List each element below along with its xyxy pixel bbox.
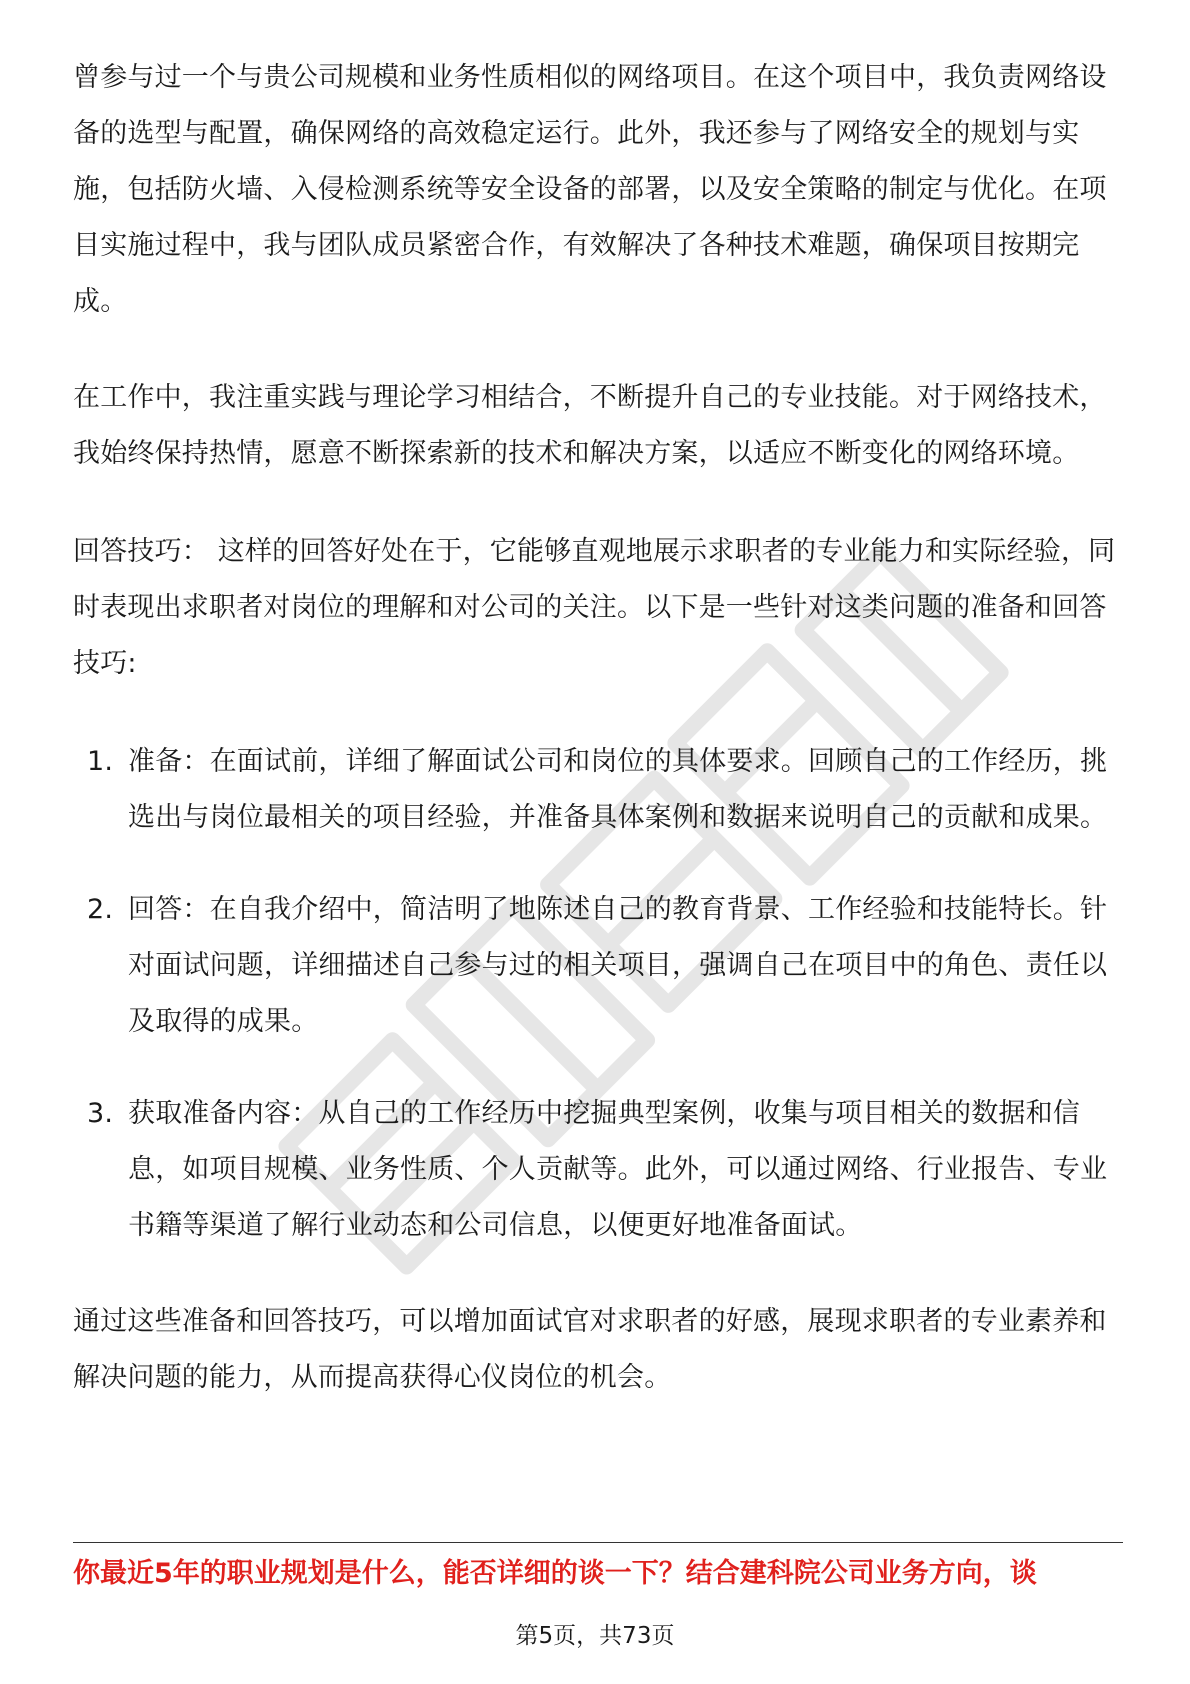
paragraph-answer-tips-intro: 回答技巧： 这样的回答好处在于，它能够直观地展示求职者的专业能力和实际经验，同时表现出求职者对岗位的理解和对公司的关注。以下是一些针对这类问题的准备和回答技巧: — [73, 536, 1116, 679]
list-item — [73, 1086, 1123, 1254]
section-divider — [73, 1542, 1123, 1543]
list-item — [73, 734, 1123, 846]
list-item-number: 2. — [87, 894, 114, 925]
paragraph-conclusion: 通过这些准备和回答技巧，可以增加面试官对求职者的好感，展现求职者的专业素养和解决问题的能力，从而提高获得心仪岗位的机会。 — [73, 1306, 1107, 1393]
list-item-text: 准备：在面试前，详细了解面试公司和岗位的具体要求。回顾自己的工作经历，挑选出与岗位最相关的项目经验，并准备具体案例和数据来说明自己的贡献和成果。 — [128, 746, 1108, 833]
list-item-text: 回答：在自我介绍中，简洁明了地陈述自己的教育背景、工作经验和技能特长。针对面试问题，详细描述自己参与过的相关项目，强调自己在项目中的角色、责任以及取得的成果。 — [128, 894, 1108, 1037]
list-item-text: 获取准备内容：从自己的工作经历中挖掘典型案例，收集与项目相关的数据和信息，如项目规模、业务性质、个人贡献等。此外，可以通过网络、行业报告、专业书籍等渠道了解行业动态和公司信息，以便更好地准备面试。 — [128, 1098, 1108, 1241]
page-number: 第5页，共73页 — [515, 1623, 675, 1649]
list-item-number: 1. — [87, 746, 114, 777]
next-question-heading: 你最近5年的职业规划是什么，能否详细的谈一下？结合建科院公司业务方向，谈 — [73, 1558, 1037, 1589]
paragraph-project-experience: 曾参与过一个与贵公司规模和业务性质相似的网络项目。在这个项目中，我负责网络设备的选型与配置，确保网络的高效稳定运行。此外，我还参与了网络安全的规划与实施，包括防火墙、入侵检测系统等安全设备的部署，以及安全策略的制定与优化。在项目实施过程中，我与团队成员紧密合作，有效解决了各种技术难题，确保项目按期完成。 — [73, 62, 1107, 317]
tips-list — [73, 734, 1123, 1254]
main-content — [73, 50, 1123, 1448]
paragraph-work-attitude: 在工作中，我注重实践与理论学习相结合，不断提升自己的专业技能。对于网络技术，我始终保持热情，愿意不断探索新的技术和解决方案，以适应不断变化的网络环境。 — [73, 382, 1107, 469]
list-item-number: 3. — [87, 1098, 114, 1129]
list-item — [73, 882, 1123, 1050]
